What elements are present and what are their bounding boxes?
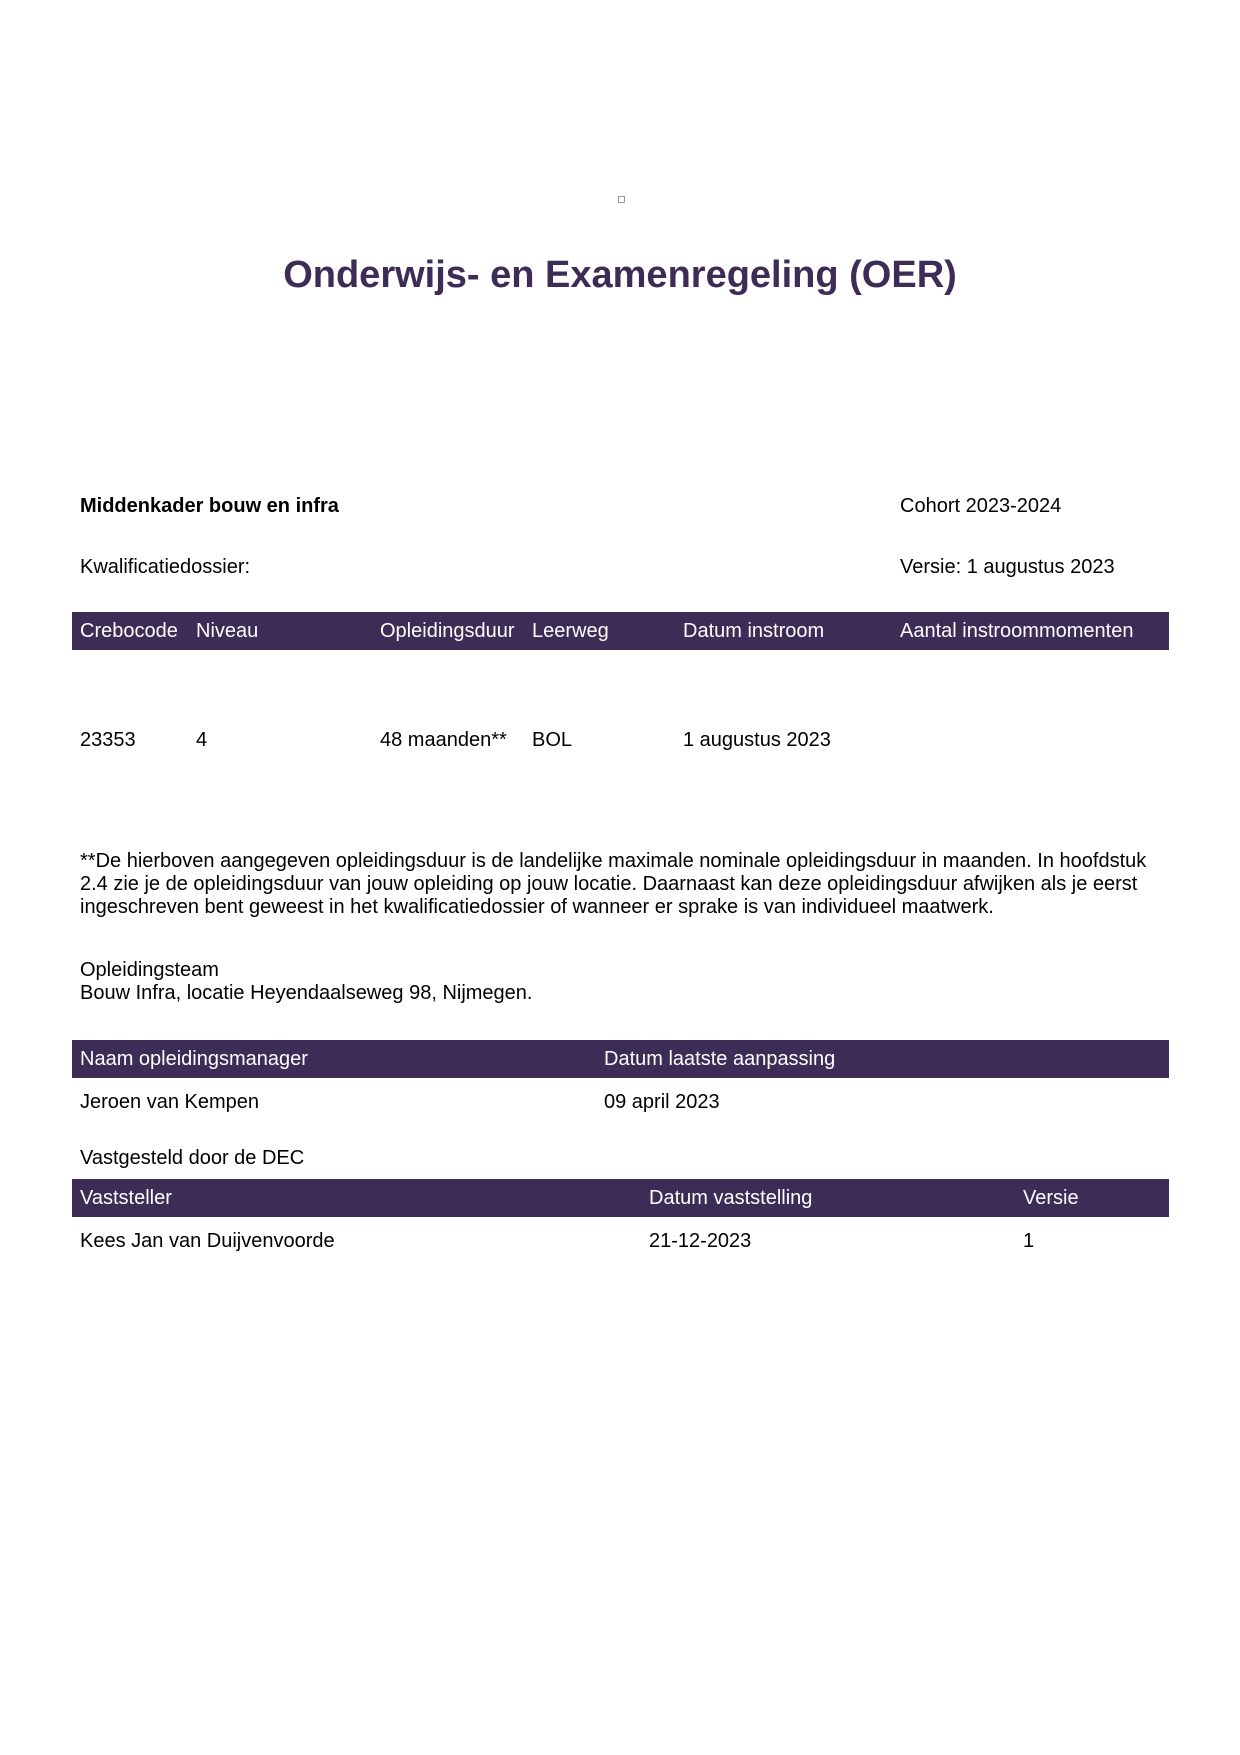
team-location: Bouw Infra, locatie Heyendaalseweg 98, Nijmegen.	[80, 982, 533, 1004]
dossier-label: Kwalificatiedossier:	[80, 556, 251, 578]
page-title: Onderwijs- en Examenregeling (OER)	[283, 254, 957, 296]
version-label: Versie: 1 augustus 2023	[900, 556, 1115, 578]
col-datum-instroom: Datum instroom	[683, 620, 825, 642]
cell-opleidingsduur: 48 maanden**	[380, 729, 507, 751]
col-crebocode: Crebocode	[80, 620, 178, 642]
logo-placeholder	[618, 196, 625, 203]
col-niveau: Niveau	[196, 620, 259, 642]
cell-last-modified: 09 april 2023	[604, 1091, 720, 1113]
duration-footnote: **De hierboven aangegeven opleidingsduur is de landelijke maximale nominale opleidingsduur in maanden. In hoofdstuk 2.4 zie je de opleidingsduur van jouw opleiding op jouw locatie. Daarnaast kan deze opleidingsduur afwijken als je eerst ingeschreven bent geweest in het kwalificatiedossier of wanneer er sprake is van individueel maatwerk.	[80, 850, 1147, 918]
cell-crebocode: 23353	[80, 729, 136, 751]
cell-manager-name: Jeroen van Kempen	[80, 1091, 260, 1113]
cell-leerweg: BOL	[532, 729, 573, 751]
cell-niveau: 4	[196, 729, 208, 751]
cohort-label: Cohort 2023-2024	[900, 495, 1062, 517]
approval-table-header	[72, 1179, 1169, 1217]
cell-datum-vaststelling: 21-12-2023	[649, 1230, 752, 1252]
dec-label: Vastgesteld door de DEC	[80, 1147, 305, 1169]
cell-datum-instroom: 1 augustus 2023	[683, 729, 831, 751]
team-label: Opleidingsteam	[80, 959, 219, 981]
program-name: Middenkader bouw en infra	[80, 495, 339, 517]
col-naam-opleidingsmanager: Naam opleidingsmanager	[80, 1048, 308, 1070]
cell-versie: 1	[1023, 1230, 1035, 1252]
col-versie: Versie	[1023, 1187, 1079, 1209]
col-leerweg: Leerweg	[532, 620, 609, 642]
col-datum-laatste-aanpassing: Datum laatste aanpassing	[604, 1048, 836, 1070]
cell-vaststeller: Kees Jan van Duijvenvoorde	[80, 1230, 335, 1252]
col-opleidingsduur: Opleidingsduur	[380, 620, 515, 642]
col-datum-vaststelling: Datum vaststelling	[649, 1187, 813, 1209]
col-aantal-instroommomenten: Aantal instroommomenten	[900, 620, 1134, 642]
col-vaststeller: Vaststeller	[80, 1187, 172, 1209]
